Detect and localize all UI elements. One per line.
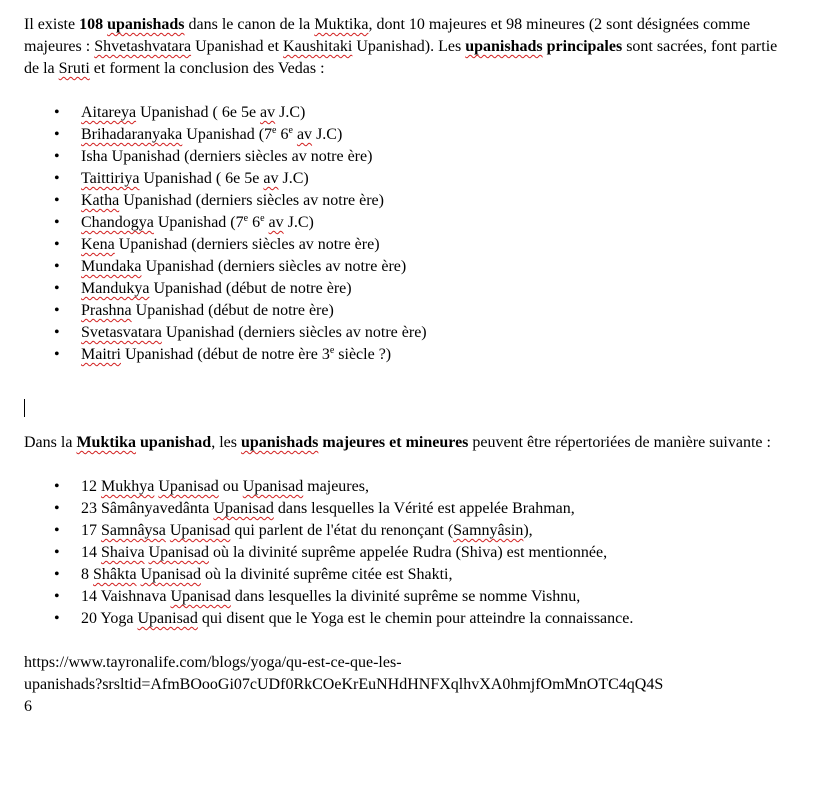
item-text: ou <box>218 478 243 495</box>
item-text: siècle ?) <box>334 346 392 363</box>
item-term: Upanisad <box>169 522 231 539</box>
item-text: J.C) <box>283 214 314 231</box>
item-term: Upanisad <box>170 588 231 605</box>
bullet-icon: • <box>54 302 60 319</box>
item-name: Kena <box>81 236 115 253</box>
para2-upanishad: upanishad <box>136 434 212 451</box>
list-item <box>24 476 794 498</box>
bullet-icon: • <box>54 170 60 187</box>
item-term: Mukhya <box>101 478 155 495</box>
bullet-icon: • <box>54 236 60 253</box>
item-text: Upanishad ( 6e 5e <box>139 170 264 187</box>
item-text: 6 <box>248 214 261 231</box>
item-term: Upanisad <box>242 478 304 495</box>
bullet-icon: • <box>54 522 60 539</box>
item-text: dans lesquelles la Vérité est appelée Brahman, <box>273 500 575 517</box>
item-text: Upanishad (début de notre ère 3 <box>121 346 330 363</box>
intro-sruti: Sruti <box>58 60 90 77</box>
list-item <box>24 300 794 322</box>
list-item <box>24 124 794 146</box>
principal-upanishads-list <box>24 102 794 366</box>
intro-principales: principales <box>546 38 623 55</box>
source-url-line[interactable]: 6 <box>24 698 32 715</box>
item-name: Katha <box>81 192 120 209</box>
bullet-icon: • <box>54 148 60 165</box>
intro-text: et forment la conclusion des Vedas : <box>89 60 325 77</box>
item-text: 23 Sâmânyavedânta <box>81 500 214 517</box>
para2-text: , les <box>211 434 241 451</box>
bullet-icon: • <box>54 500 60 517</box>
list-item <box>24 498 794 520</box>
bullet-icon: • <box>54 324 60 341</box>
item-sup: e <box>272 125 277 136</box>
bullet-icon: • <box>54 610 60 627</box>
item-sup: e <box>243 213 249 224</box>
list-item <box>24 520 794 542</box>
item-text: J.C) <box>275 104 306 121</box>
item-name: Chandogya <box>81 214 154 231</box>
list-item <box>24 344 794 366</box>
list-item <box>24 168 794 190</box>
item-name: Taittiriya <box>81 170 140 187</box>
intro-text: dans le canon de la <box>184 16 315 33</box>
bullet-icon: • <box>54 214 60 231</box>
bullet-icon: • <box>54 280 60 297</box>
item-term: Samnyâsin <box>453 522 524 539</box>
bullet-icon: • <box>54 566 60 583</box>
bullet-icon: • <box>54 346 60 363</box>
item-name: Mundaka <box>81 258 142 275</box>
intro-text: sont sacrées, font partie de la <box>24 38 778 77</box>
bullet-icon: • <box>54 258 60 275</box>
item-text: où la divinité suprême appelée Rudra (Shiva) est mentionnée, <box>208 544 608 561</box>
item-text: Isha Upanishad (derniers siècles av notre ère) <box>81 148 373 165</box>
bullet-icon: • <box>54 544 60 561</box>
list-item <box>24 608 794 630</box>
item-text: Upanishad (7 <box>153 214 244 231</box>
list-item <box>24 564 794 586</box>
document-page <box>24 14 794 718</box>
item-name: Svetasvatara <box>81 324 162 341</box>
item-text: qui parlent de l'état du renonçant ( <box>230 522 454 539</box>
item-term: Upanisad <box>137 610 198 627</box>
item-text: 17 <box>81 522 101 539</box>
item-sup: e <box>329 345 335 356</box>
list-item <box>24 542 794 564</box>
second-paragraph <box>24 432 794 454</box>
item-name: Prashna <box>81 302 132 319</box>
para2-text: Dans la <box>24 434 77 451</box>
item-text: Upanishad (derniers siècles av notre ère) <box>141 258 407 275</box>
item-name: Mandukya <box>81 280 150 297</box>
source-url[interactable] <box>24 652 794 718</box>
item-text: Upanishad (derniers siècles av notre ère) <box>161 324 427 341</box>
item-text: qui disent que le Yoga est le chemin pour atteindre la connaissance. <box>197 610 634 627</box>
item-term: Upanisad <box>213 500 274 517</box>
item-text: J.C) <box>278 170 309 187</box>
item-term: Upanisad <box>140 566 201 583</box>
list-item <box>24 322 794 344</box>
item-text: 6 <box>276 126 289 143</box>
item-text: Upanishad (derniers siècles av notre ère) <box>119 192 384 209</box>
bullet-icon: • <box>54 478 60 495</box>
bullet-icon: • <box>54 588 60 605</box>
item-term: Samnâysa <box>101 522 166 539</box>
item-text: ), <box>523 522 533 539</box>
para2-text: peuvent être répertoriées de manière suivante : <box>468 434 771 451</box>
list-item <box>24 234 794 256</box>
item-av: av <box>296 126 313 143</box>
intro-text: Upanishad). Les <box>352 38 466 55</box>
list-item <box>24 278 794 300</box>
intro-shvetashvatara: Shvetashvatara <box>94 38 192 55</box>
item-name: Brihadaranyaka <box>81 126 183 143</box>
item-text: Upanishad ( 6e 5e <box>136 104 261 121</box>
list-item <box>24 190 794 212</box>
intro-paragraph <box>24 14 794 80</box>
intro-kaushitaki: Kaushitaki <box>283 38 353 55</box>
bullet-icon: • <box>54 126 60 143</box>
item-text: 20 Yoga <box>81 610 138 627</box>
item-term: Shaiva <box>101 544 145 561</box>
item-text: J.C) <box>312 126 343 143</box>
bullet-icon: • <box>54 192 60 209</box>
source-url-line[interactable]: upanishads?srsltid=AfmBOooGi07cUDf0RkCOeKrEuNHdHNFXqlhvXA0hmjfOmMnOTC4qQ4S <box>24 676 664 693</box>
item-text: 14 <box>81 544 101 561</box>
item-av: av <box>263 170 279 187</box>
list-item <box>24 146 794 168</box>
item-term: Shâkta <box>93 566 137 583</box>
item-av: av <box>268 214 284 231</box>
item-sup: e <box>260 213 265 224</box>
item-text: où la divinité suprême citée est Shakti, <box>200 566 453 583</box>
item-term: Upanisad <box>148 544 209 561</box>
para2-upanishads: upanishads <box>240 434 319 451</box>
list-item <box>24 586 794 608</box>
intro-count: 108 <box>79 16 104 33</box>
item-sup: e <box>288 125 293 136</box>
text-cursor[interactable] <box>24 399 25 417</box>
para2-muktika: Muktika <box>76 434 137 451</box>
item-text: Upanishad (début de notre ère) <box>131 302 334 319</box>
item-text: Upanishad (début de notre ère) <box>149 280 352 297</box>
item-text: Upanishad (derniers siècles av notre ère) <box>114 236 380 253</box>
para2-majeures: majeures et mineures <box>318 434 469 451</box>
upanishad-categories-list <box>24 476 794 630</box>
item-text: majeures, <box>303 478 369 495</box>
item-text: dans lesquelles la divinité suprême se nomme Vishnu, <box>230 588 581 605</box>
intro-upanishads-word: upanishads <box>107 16 185 33</box>
list-item <box>24 212 794 234</box>
intro-text: Il existe <box>24 16 80 33</box>
item-text: 14 Vaishnava <box>81 588 171 605</box>
intro-muktika: Muktika <box>314 16 369 33</box>
item-text: 8 <box>81 566 93 583</box>
item-av: av <box>260 104 276 121</box>
list-item <box>24 256 794 278</box>
item-name: Aitareya <box>81 104 137 121</box>
list-item <box>24 102 794 124</box>
intro-upanishads-principales: upanishads <box>465 38 543 55</box>
intro-text: Upanishad et <box>191 38 284 55</box>
item-text: 12 <box>81 478 101 495</box>
intro-text: , dont 10 majeures et 98 mineures (2 sont désignées comme majeures : <box>24 16 751 55</box>
item-term: Upanisad <box>158 478 219 495</box>
item-name: Maitri <box>81 346 121 363</box>
bullet-icon: • <box>54 104 60 121</box>
source-url-line[interactable]: https://www.tayronalife.com/blogs/yoga/qu-est-ce-que-les- <box>24 654 402 671</box>
item-text: Upanishad (7 <box>182 126 273 143</box>
